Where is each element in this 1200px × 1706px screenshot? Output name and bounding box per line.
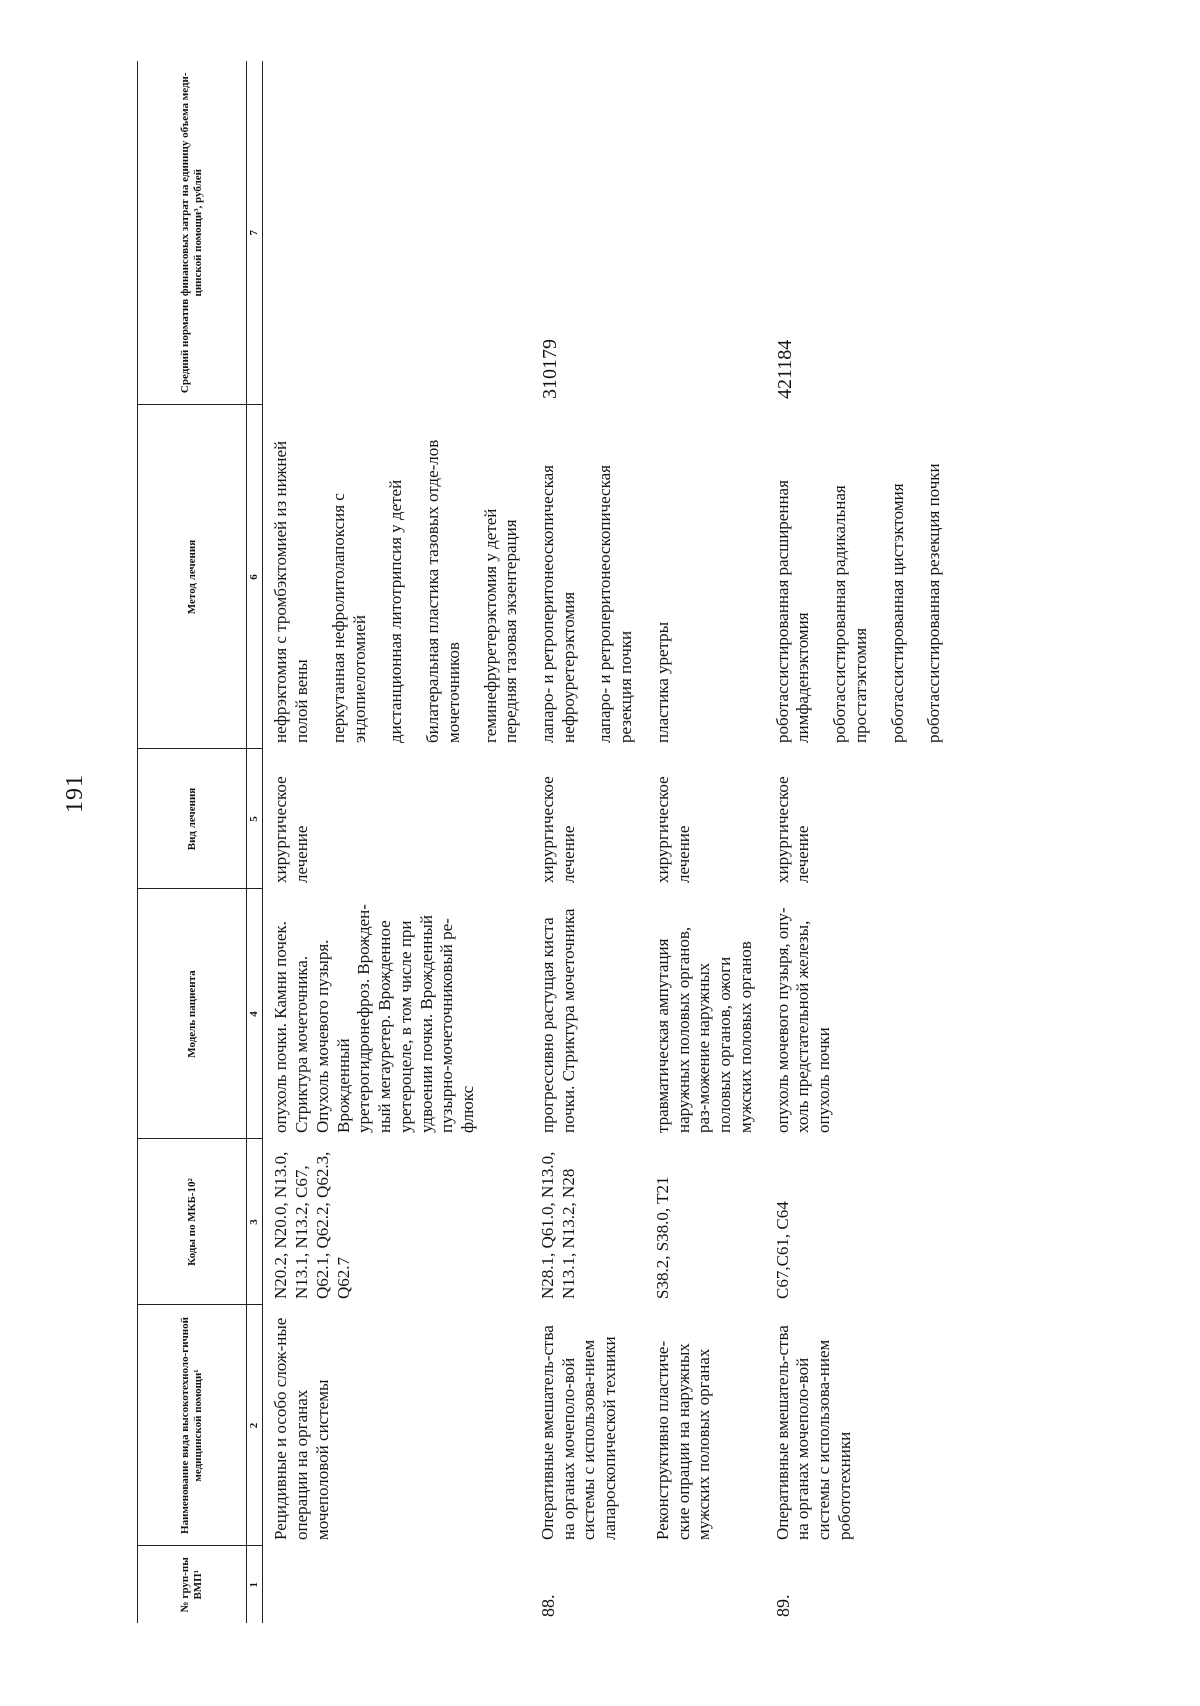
column-number: 4: [247, 889, 263, 1139]
column-number: 5: [247, 749, 263, 889]
cost-standard: 421184: [773, 339, 796, 399]
header-treatment-method: Метод лечения: [138, 405, 247, 749]
column-number: 6: [247, 405, 263, 749]
method-item: роботассистированная расширенная лимфаденэктомия: [772, 480, 813, 743]
method-item: лапаро- и ретроперитонеоскопическая нефроуретерэктомия: [538, 465, 578, 743]
cost-standard: 310179: [539, 339, 562, 399]
method-item: пластика уретры: [652, 621, 672, 743]
method-item: роботассистированная цистэктомия: [887, 483, 907, 743]
patient-model: опухоль мочевого пузыря, опу-холь предстательной железы, опухоль почки: [772, 907, 834, 1133]
treatment-type: хирургическое лечение: [772, 776, 813, 883]
treatment-type: хирургическое лечение: [652, 776, 693, 883]
icd-codes: S38.2, S38.0, T21: [652, 1176, 672, 1299]
treatment-methods: [263, 405, 530, 749]
vmp-table: [137, 61, 953, 1623]
patient-model: травматическая ампутация наружных половых органов, раз-можение наружных половых органов, ожоги мужских половых органов: [652, 926, 755, 1133]
vmp-name: Оперативные вмешатель-ства на органах мочеполо-вой системы с использова-нием лапароскопической техники: [538, 1325, 620, 1540]
vmp-name: Реконструктивно пластиче-ские опрации на наружных мужских половых органах: [652, 1340, 714, 1540]
treatment-methods: [530, 405, 645, 749]
table-row: [645, 61, 765, 1623]
table-row: [530, 61, 645, 1623]
group-number: [263, 1546, 530, 1623]
rotated-page: [137, 61, 1200, 1623]
header-icd-codes: Коды по МКБ-10²: [138, 1139, 247, 1305]
method-item: билатеральная пластика тазовых отде-лов мочеточников: [423, 439, 463, 743]
header-group-number: № груп-пы ВМП¹: [138, 1546, 247, 1623]
column-number: 1: [247, 1546, 263, 1623]
patient-model: опухоль почки. Камни почек. Стриктура мочеточника. Опухоль мочевого пузыря. Врожденный уретерогидронефроз. Врожден-ный мегауретер. Врожденное уретероцеле, в том числе при удвоении почки. Врожденный пузырно-мочеточниковый ре-флюкс: [271, 904, 478, 1133]
icd-codes: N28.1, Q61.0, N13.0, N13.1, N13.2, N28: [538, 1151, 578, 1299]
header-patient-model: Модель пациента: [138, 889, 247, 1139]
column-number: 7: [247, 61, 263, 405]
icd-codes: N20.2, N20.0, N13.0, N13.1, N13.2, C67, Q62.1, Q62.2, Q62.3, Q62.7: [271, 1151, 353, 1299]
icd-codes: C67,C61, C64: [772, 1201, 792, 1299]
group-number: [645, 1546, 765, 1623]
vmp-name: Рецидивные и особо слож-ные операции на органах мочеполовой системы: [271, 1317, 332, 1540]
patient-model: прогрессивно растущая киста почки. Стриктура мочеточника: [538, 908, 578, 1133]
method-item: роботассистированная резекция почки: [924, 463, 944, 743]
method-item: дистанционная литотрипсия у детей: [386, 479, 406, 743]
header-row: [138, 61, 247, 1623]
treatment-type: хирургическое лечение: [538, 776, 578, 883]
treatment-methods: [765, 405, 953, 749]
table-row: [263, 61, 530, 1623]
cost-standard: [645, 61, 765, 405]
header-treatment-type: Вид лечения: [138, 749, 247, 889]
column-number-row: [247, 61, 263, 1623]
method-item: геминефруретерэктомия у детей: [480, 508, 500, 743]
method-item: роботассистированная радикальная простатэктомия: [830, 485, 870, 743]
header-vmp-name: Наименование вида высокотехноло-гичной медицинской помощи¹: [138, 1305, 247, 1546]
column-number: 3: [247, 1139, 263, 1305]
table-row: [765, 61, 953, 1623]
method-item: лапаро- и ретроперитонеоскопическая резекция почки: [595, 465, 636, 743]
method-item: перкутанная нефролитолапоксия с эндопиелотомией: [328, 493, 369, 743]
header-cost-standard: Средний норматив финансовых затрат на единицу объема меди-цинской помощи³, рублей: [138, 61, 247, 405]
treatment-methods: [645, 405, 765, 749]
method-item: нефрэктомия с тромбэктомией из нижней полой вены: [271, 440, 312, 743]
group-number: 89.: [772, 1594, 793, 1617]
page-number: 191: [62, 774, 88, 813]
method-item: передняя тазовая экзентерация: [501, 519, 521, 743]
group-number: 88.: [538, 1594, 559, 1617]
vmp-name: Оперативные вмешатель-ства на органах мочеполо-вой системы с использова-нием робототехники: [772, 1325, 854, 1540]
cost-standard: [263, 61, 530, 405]
treatment-type: хирургическое лечение: [271, 776, 312, 883]
column-number: 2: [247, 1305, 263, 1546]
